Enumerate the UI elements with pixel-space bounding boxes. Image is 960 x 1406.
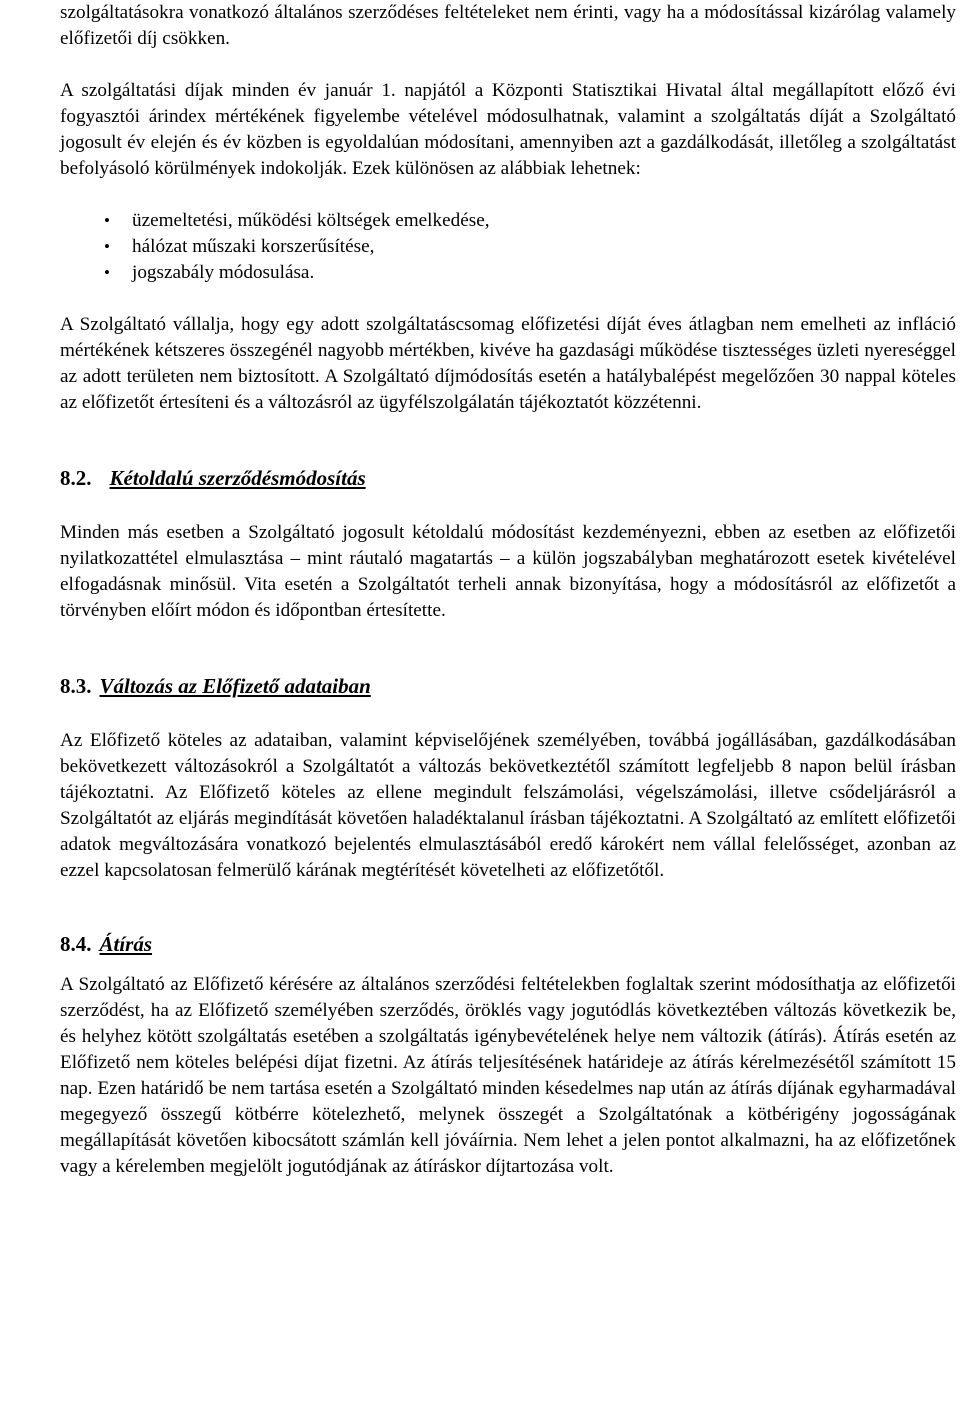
section-title: Kétoldalú szerződésmódosítás <box>109 466 366 490</box>
list-item: • hálózat műszaki korszerűsítése, <box>60 234 956 260</box>
paragraph-fee-indexation: A szolgáltatási díjak minden év január 1. napjától a Központi Statisztikai Hivatal által megállapított előző évi fogyasztói árindex mértékének figyelembe vételével módosulhatnak, valamint a szolgáltatás díját a Szolgáltató jogosult év elején és év közben is egyoldalúan módosítani, amennyiben azt a gazdálkodását, illetőleg a szolgáltatást befolyásoló körülmények indokolják. Ezek különösen az alábbiak lehetnek: <box>60 80 956 179</box>
list-item: • jogszabály módosulása. <box>60 260 956 286</box>
paragraph-intro-end: szolgáltatásokra vonatkozó általános szerződéses feltételeket nem érinti, vagy ha a módosítással kizárólag valamely előfizetői díj csökken. <box>60 2 956 49</box>
section-number: 8.4. <box>60 932 92 956</box>
list-item: • üzemeltetési, működési költségek emelkedése, <box>60 208 956 234</box>
paragraph-bilateral-modification: Minden más esetben a Szolgáltató jogosult kétoldalú módosítást kezdeményezni, ebben az esetben az előfizetői nyilatkozattétel elmulasztása – mint ráutaló magatartás – a külön jogszabályban meghatározott esetek kivételével elfogadásnak minősül. Vita esetén a Szolgáltatót terheli annak bizonyítása, hogy a módosításról az előfizetőt a törvényben előírt módon és időpontban értesítette. <box>60 522 956 621</box>
paragraph-fee-cap: A Szolgáltató vállalja, hogy egy adott szolgáltatáscsomag előfizetési díját éves átlagban nem emelheti az infláció mértékének kétszeres összegénél nagyobb mértékben, kivéve ha gazdasági működése tisztességes üzleti nyereséggel az adott területen nem biztosított. A Szolgáltató díjmódosítás esetén a hatálybalépést megelőzően 30 nappal köteles az előfizetőt értesíteni és a változásról az ügyfélszolgálatán tájékoztatót közzétenni. <box>60 314 956 413</box>
paragraph-subscriber-data-change: Az Előfizető köteles az adataiban, valamint képviselőjének személyében, továbbá jogállásában, gazdálkodásában bekövetkezett változásokról a Szolgáltatót a változás bekövetkeztétől számított legfeljebb 8 napon belül írásban tájékoztatni. Az Előfizető köteles az ellene megindult felszámolási, végelszámolási, illetve csődeljárásról a Szolgáltatót az eljárás megindítását követően haladéktalanul írásban tájékoztatni. A Szolgáltató az említett előfizetői adatok megváltozására vonatkozó bejelentés elmulasztásából eredő károkért nem vállal felelősséget, azonban az ezzel kapcsolatosan felmerülő kárának megtérítését követelheti az előfizetőtől. <box>60 730 956 881</box>
section-title: Változás az Előfizető adataiban <box>99 674 371 698</box>
section-heading-8-4 <box>60 930 956 958</box>
section-title: Átírás <box>99 932 153 956</box>
section-number: 8.3. <box>60 674 92 698</box>
section-heading-8-2 <box>60 464 956 492</box>
reasons-list <box>60 208 956 286</box>
document-page <box>60 0 956 1180</box>
section-number: 8.2. <box>60 466 92 490</box>
section-heading-8-3 <box>60 672 956 700</box>
paragraph-transfer: A Szolgáltató az Előfizető kérésére az általános szerződési feltételekben foglaltak szerint módosíthatja az előfizetői szerződést, ha az Előfizető személyében szerződés, öröklés vagy jogutódlás következtében változás következik be, és helyhez kötött szolgáltatás esetében a szolgáltatás igénybevételének helye nem változik (átírás). Átírás esetén az Előfizető nem köteles belépési díjat fizetni. Az átírás teljesítésének határideje az átírás kérelmezésétől számított 15 nap. Ezen határidő be nem tartása esetén a Szolgáltató minden késedelmes nap után az átírás díjának egyharmadával megegyező összegű kötbérre kötelezhető, melynek összegét a Szolgáltatónak a kötbérigény jogosságának megállapítását követően kibocsátott számlán kell jóváírnia. Nem lehet a jelen pontot alkalmazni, ha az előfizetőnek vagy a kérelemben megjelölt jogutódjának az átíráskor díjtartozása volt. <box>60 974 956 1177</box>
